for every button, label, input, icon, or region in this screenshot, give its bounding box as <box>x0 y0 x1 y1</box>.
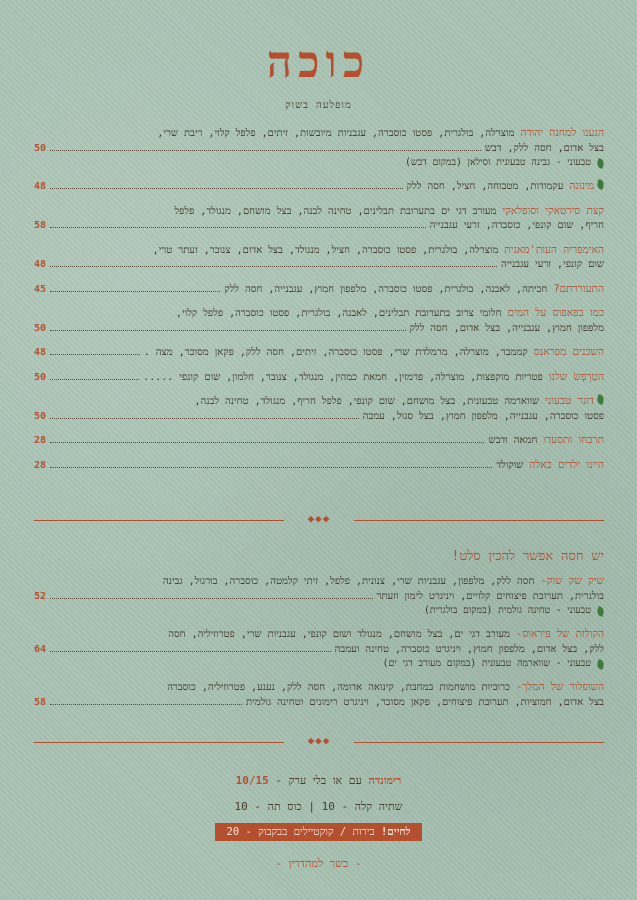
item-description: מלפפון חמוץ, עגבנייה, בצל אדום, חסה ללק <box>409 322 604 334</box>
salad-section-title: יש חסה אפשר להכין סלט! <box>451 549 604 564</box>
item-line <box>34 643 604 658</box>
item-name: האימפריה העות'מאנית <box>504 243 604 256</box>
item-description: חסה ללק, מלפפון, עגבניות שרי, צנונית, פלפל, זיתי קלמטה, כוסברה, בורגול, גבינה <box>162 576 535 587</box>
item-description: חריף, שום קונפי, כוסברה, זרעי עגבנייה <box>429 220 604 231</box>
item-line <box>34 433 604 449</box>
item-description: בצל אדום, חסה ללק, דבש <box>484 142 604 154</box>
menu-item <box>34 433 604 449</box>
dot-leader <box>50 266 497 267</box>
salad-item <box>34 574 604 618</box>
item-description: חביתה, לאבנה, בולגרית, פסטו כוסברה, מלפפון חמוץ, עגבנייה, חסה ללק <box>224 283 548 295</box>
item-price: 52 <box>34 590 47 602</box>
drink-row-rimonada <box>0 768 637 794</box>
item-line <box>34 306 604 322</box>
item-line <box>34 204 604 220</box>
menu-item <box>34 126 604 170</box>
menu-item <box>34 282 604 298</box>
dot-leader <box>50 379 139 380</box>
item-line <box>34 219 604 234</box>
section-divider <box>34 512 604 525</box>
item-name: דונר טבעוני <box>545 395 594 407</box>
item-line <box>34 126 604 142</box>
item-name: הקולות של פיראוס- <box>515 628 604 640</box>
dot-leader <box>50 467 492 468</box>
item-price: 64 <box>34 643 47 655</box>
vegan-leaf-icon <box>596 158 606 169</box>
item-line <box>34 345 604 361</box>
item-description: שוקולד <box>496 459 524 471</box>
cheers-name: לחיים! <box>380 826 411 838</box>
vegan-leaf-icon <box>596 606 606 617</box>
item-price: 50 <box>34 410 47 422</box>
item-name: כמו בפאפוס על המים <box>507 307 604 319</box>
tagline: מופלעה בשוק <box>285 100 352 111</box>
menu-item <box>34 306 604 336</box>
dot-leader <box>50 227 426 228</box>
drink-price: 10/15 <box>235 774 269 787</box>
item-price: 28 <box>34 435 47 446</box>
item-price: 48 <box>34 181 47 192</box>
drink-name: רימונדה <box>368 774 402 787</box>
item-description: ללק, בצל אדום, מלפפון חמוץ, ויניגרט כוסברה, טחינה ועמבה <box>334 643 604 655</box>
item-price: 48 <box>34 347 47 358</box>
item-line <box>34 590 604 605</box>
drink-desc: עם או בלי ערק - <box>275 774 362 787</box>
menu-item <box>34 458 604 474</box>
drinks-section <box>0 768 637 841</box>
dot-leader <box>50 651 331 652</box>
vegan-leaf-icon <box>596 179 606 190</box>
menu-item <box>34 243 604 273</box>
item-name: השכנים מפראנס <box>533 346 604 358</box>
item-line <box>34 627 604 643</box>
vegan-leaf-icon <box>596 394 606 405</box>
vegan-option <box>34 156 604 170</box>
item-description: שום קונפי, זרעי עגבנייה <box>501 259 604 270</box>
item-description: קממבר, מוצרלה, מרמלדת שרי, פסטו כוסברה, זיתים, חסה ללק, פקאן מסוכר, מצה . <box>143 347 528 358</box>
dot-leader <box>50 354 140 355</box>
dot-leader <box>50 330 406 331</box>
menu-item <box>34 345 604 361</box>
dot-leader <box>50 418 359 419</box>
restaurant-logo: כוכה <box>266 37 371 88</box>
menu-items <box>34 126 604 482</box>
item-name: התעוררתם? <box>553 282 604 295</box>
item-name: שיק שק שוק- <box>540 575 604 587</box>
item-description: חלומי צרוב בתערובת תבלינים, לאבנה, בולגרית, פסטו כוסברה, פלפל קלוי, <box>176 308 502 319</box>
item-line <box>34 370 604 386</box>
vegan-text: טבעוני - גבינה טבעונית וסילאן (במקום דבש) <box>405 157 591 168</box>
item-description: מעורב דגי ים בתערובת תבלינים, טחינה לבנה, בצל מושחם, מנגולד, פלפל <box>174 205 497 217</box>
item-price: 28 <box>34 459 47 471</box>
item-name: היינו ילדים כאלה <box>529 458 604 471</box>
item-name: השופלור של המלך- <box>515 681 604 693</box>
salad-items <box>34 574 604 719</box>
kosher-note: - כשר למהדרין - <box>275 857 362 870</box>
divider-line <box>354 742 604 743</box>
item-line <box>34 458 604 474</box>
menu-item <box>34 179 604 195</box>
item-description: בצל אדום, חמוציות, תערובת פיצוחים, פקאן מסוכר, ויניגרט רימונים וטחינה גולמית <box>245 696 604 708</box>
item-price: 48 <box>34 259 47 270</box>
drink-row-soft: שתיה קלה - 10 | כוס תה - 10 <box>234 800 403 813</box>
section-divider <box>34 734 604 747</box>
item-description: פטריות מוקפצות, מוצרלה, פרמזין, חמאת כמהין, מנגולד, צנובר, חלמון, שום קונפי ..... <box>143 371 543 383</box>
item-line <box>34 322 604 337</box>
menu-item <box>34 394 604 424</box>
item-price: 50 <box>34 322 47 334</box>
item-description: עקמודות, מטבוחה, חציל, חסה ללק <box>406 181 564 192</box>
item-line <box>34 258 604 273</box>
vegan-text: טבעוני - שווארמה טבעונית (במקום מעורב דגי ים) <box>382 658 591 669</box>
salad-item <box>34 627 604 671</box>
dot-leader <box>50 598 372 599</box>
item-line <box>34 282 604 298</box>
item-name: הגענו למחנה יהודה <box>520 127 604 139</box>
item-description: בולגרית, תערובת פיצוחים קלויים, ויניגרט לימון וזעתר <box>376 590 604 602</box>
item-line <box>34 410 604 425</box>
item-line <box>34 680 604 696</box>
item-description: פסטו כוסברה, עגבנייה, מלפפון חמוץ, בצל סגול, עמבה <box>362 410 604 422</box>
item-price: 45 <box>34 283 47 295</box>
item-price: 50 <box>34 371 47 383</box>
cheers-badge <box>215 823 423 841</box>
item-price: 50 <box>34 142 47 154</box>
item-name: קצת סירטאקי וסופלאקי <box>502 204 604 217</box>
salad-item <box>34 680 604 710</box>
menu-item <box>34 204 604 234</box>
dot-leader <box>50 188 403 189</box>
cheers-desc: בירות / קוקטיילים בבקבוק - 20 <box>226 826 375 838</box>
divider-line <box>354 520 604 521</box>
item-line <box>34 142 604 157</box>
vegan-text: טבעוני - טחינה גולמית (במקום בולגרית) <box>424 605 591 616</box>
menu-item <box>34 370 604 386</box>
item-line <box>34 179 604 195</box>
item-name: תרבחו ותסעדו <box>543 434 604 446</box>
item-name: מינוגה <box>569 180 594 192</box>
item-line <box>34 394 604 410</box>
item-description: מוצרלה, בולגרית, פסטו כוסברה, חציל, מנגולד, בצל אדום, צנובר, זעתר טרי, <box>152 244 499 256</box>
item-price: 58 <box>34 220 47 231</box>
vegan-leaf-icon <box>596 659 606 670</box>
dot-leader <box>50 442 484 443</box>
item-name: הטַרְפְשׂ שלנו <box>548 370 604 383</box>
dot-leader <box>50 704 242 705</box>
dot-leader <box>50 291 220 292</box>
vegan-option <box>34 657 604 671</box>
vegan-option <box>34 604 604 618</box>
dot-leader <box>50 150 481 151</box>
divider-diamonds: ◆◆◆ <box>307 734 331 747</box>
item-description: שווארמה טבעונית, בצל מושחם, שום קונפי, פלפל חריף, מנגולד, טחינה לבנה, <box>194 396 540 407</box>
item-line <box>34 574 604 590</box>
item-description: מעורב דגי ים, בצל מושחם, מנגולד ושום קונפי, עגבניות שרי, פטרוזיליה, חסה <box>168 629 510 640</box>
item-price: 58 <box>34 696 47 708</box>
divider-diamonds: ◆◆◆ <box>307 512 331 525</box>
item-description: מוצרלה, בולגרית, פסטו כוסברה, עגבניות מיובשות, זיתים, פלפל קלוי, ריבת שרי, <box>157 128 515 139</box>
item-description: חמאה ודבש <box>488 435 538 446</box>
item-line <box>34 243 604 259</box>
item-description: כרוביות מושחמות במחבת, קינואה אדומה, חסה ללק, נענע, פטרוזיליה, כוסברה <box>167 682 510 693</box>
item-line <box>34 696 604 711</box>
